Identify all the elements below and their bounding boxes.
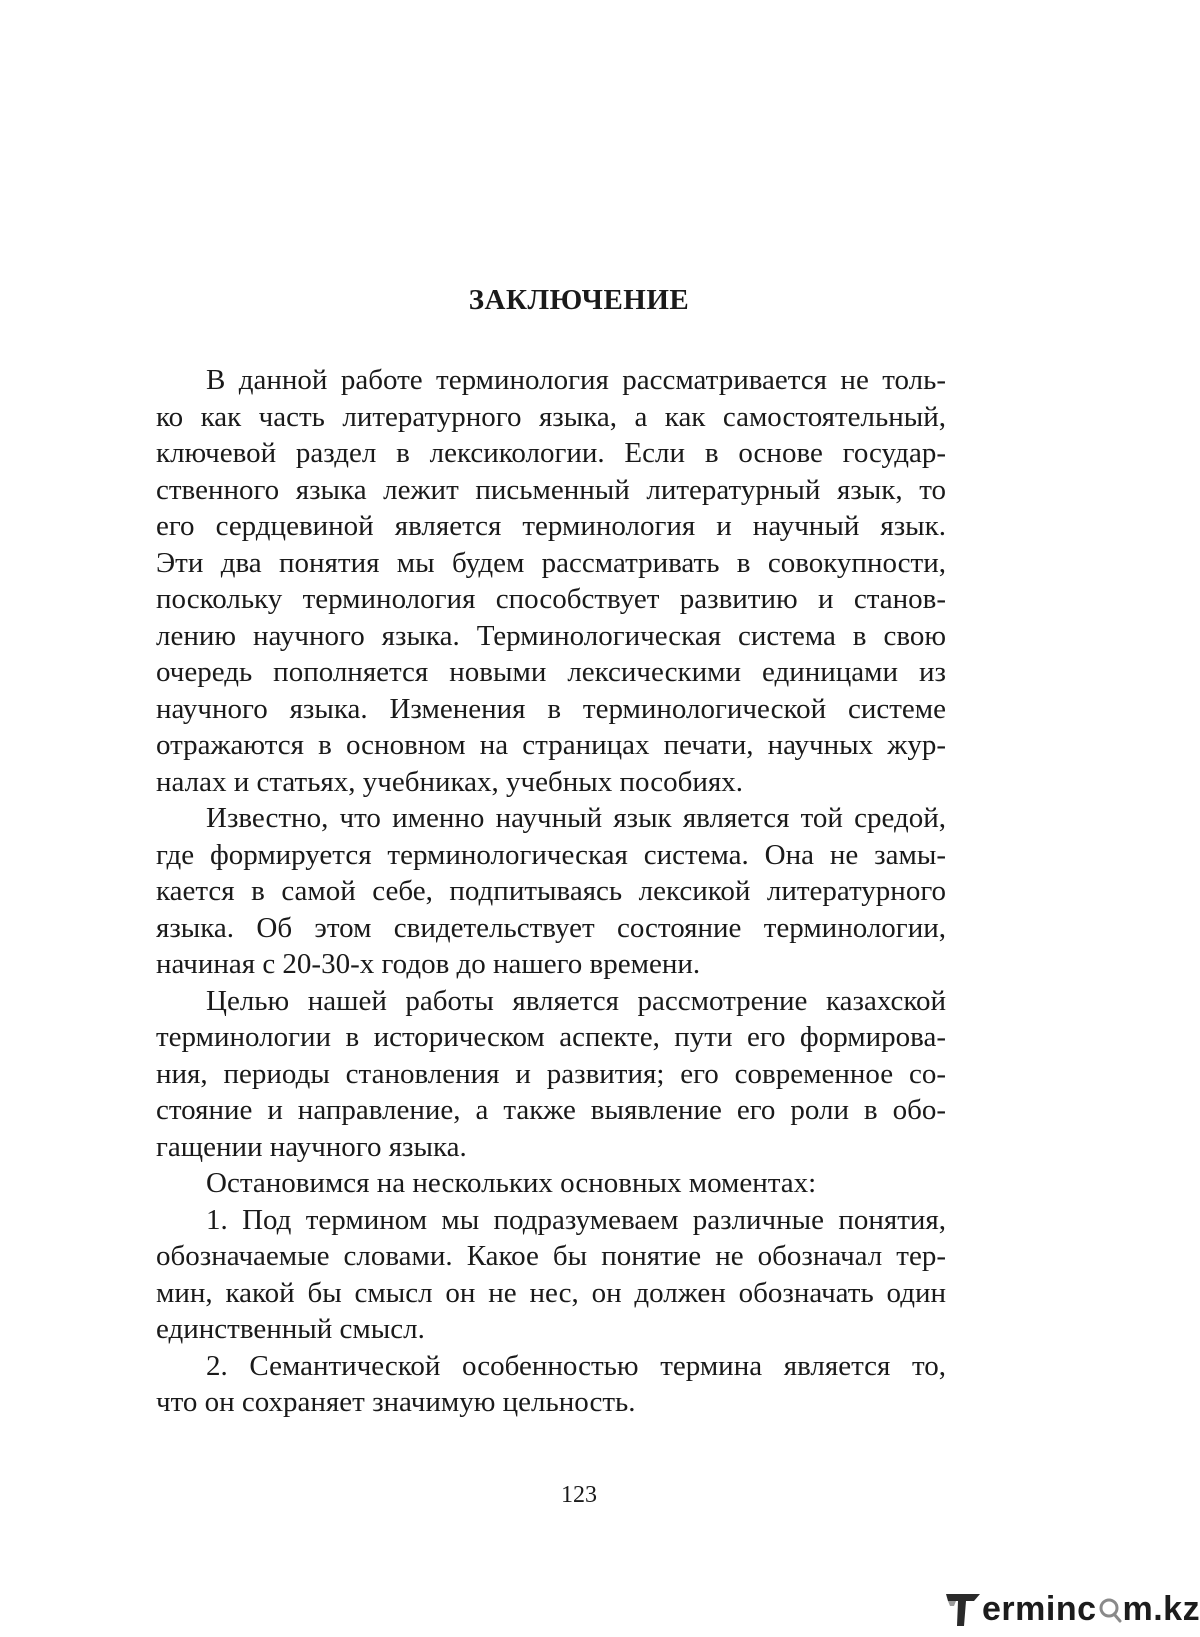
text-line: 2. Семантической особенностью термина является то, (206, 1349, 946, 1382)
termincom-logo (944, 1588, 1200, 1630)
logo-text-part1: erminc (982, 1589, 1097, 1628)
text-line: начиная с 20-30-х годов до нашего времени. (156, 948, 701, 980)
text-line: гащении научного языка. (156, 1130, 467, 1163)
text-line: ственного языка лежит письменный литературный язык, то (156, 473, 946, 506)
text-line: научного языка. Изменения в терминологической системе (156, 692, 946, 725)
text-line: 1. Под термином мы подразумеваем различные понятия, (206, 1203, 946, 1236)
text-line: ния, периоды становления и развития; его современное со- (156, 1057, 946, 1090)
text-line: его сердцевиной является терминология и научный язык. (156, 510, 946, 542)
text-line: что он сохраняет значимую цельность. (156, 1386, 636, 1418)
text-line: терминологии в историческом аспекте, пути его формирова- (156, 1021, 946, 1053)
magnifier-o-icon (1098, 1594, 1122, 1624)
text-line: обозначаемые словами. Какое бы понятие не обозначал тер- (156, 1240, 946, 1272)
page-number: 123 (561, 1482, 597, 1508)
text-line: Остановимся на нескольких основных моментах: (206, 1167, 817, 1199)
paragraph (156, 800, 946, 983)
logo-t-icon (944, 1590, 982, 1628)
paragraph (156, 983, 946, 1166)
text-line: очередь пополняется новыми лексическими единицами из (156, 656, 946, 688)
paragraph (156, 1348, 946, 1421)
logo-text-part2: m.kz (1122, 1589, 1200, 1628)
paragraph (156, 1165, 946, 1202)
section-heading: ЗАКЛЮЧЕНИЕ (468, 284, 690, 316)
text-line: кается в самой себе, подпитываясь лексикой литературного (156, 875, 946, 907)
paragraph (156, 1202, 946, 1348)
text-line: лению научного языка. Терминологическая система в свою (156, 619, 946, 652)
text-line: Известно, что именно научный язык является той средой, (206, 802, 946, 834)
paragraph (156, 362, 946, 800)
body-text (156, 362, 946, 1421)
text-line: ключевой раздел в лексикологии. Если в основе государ- (156, 437, 946, 469)
text-line: налах и статьях, учебниках, учебных пособиях. (156, 765, 743, 798)
text-line: отражаются в основном на страницах печати, научных жур- (156, 729, 946, 761)
text-line: ко как часть литературного языка, а как самостоятельный, (156, 400, 946, 433)
text-line: В данной работе терминология рассматривается не толь- (206, 364, 946, 396)
text-line: Целью нашей работы является рассмотрение казахской (206, 984, 946, 1017)
text-line: мин, какой бы смысл он не нес, он должен обозначать один (156, 1276, 946, 1309)
text-line: где формируется терминологическая система. Она не замы- (156, 838, 946, 871)
text-line: стояние и направление, а также выявление его роли в обо- (156, 1094, 946, 1126)
text-line: поскольку терминология способствует развитию и станов- (156, 583, 946, 615)
text-line: Эти два понятия мы будем рассматривать в совокупности, (156, 546, 946, 579)
text-line: единственный смысл. (156, 1313, 425, 1345)
text-line: языка. Об этом свидетельствует состояние терминологии, (156, 911, 946, 944)
